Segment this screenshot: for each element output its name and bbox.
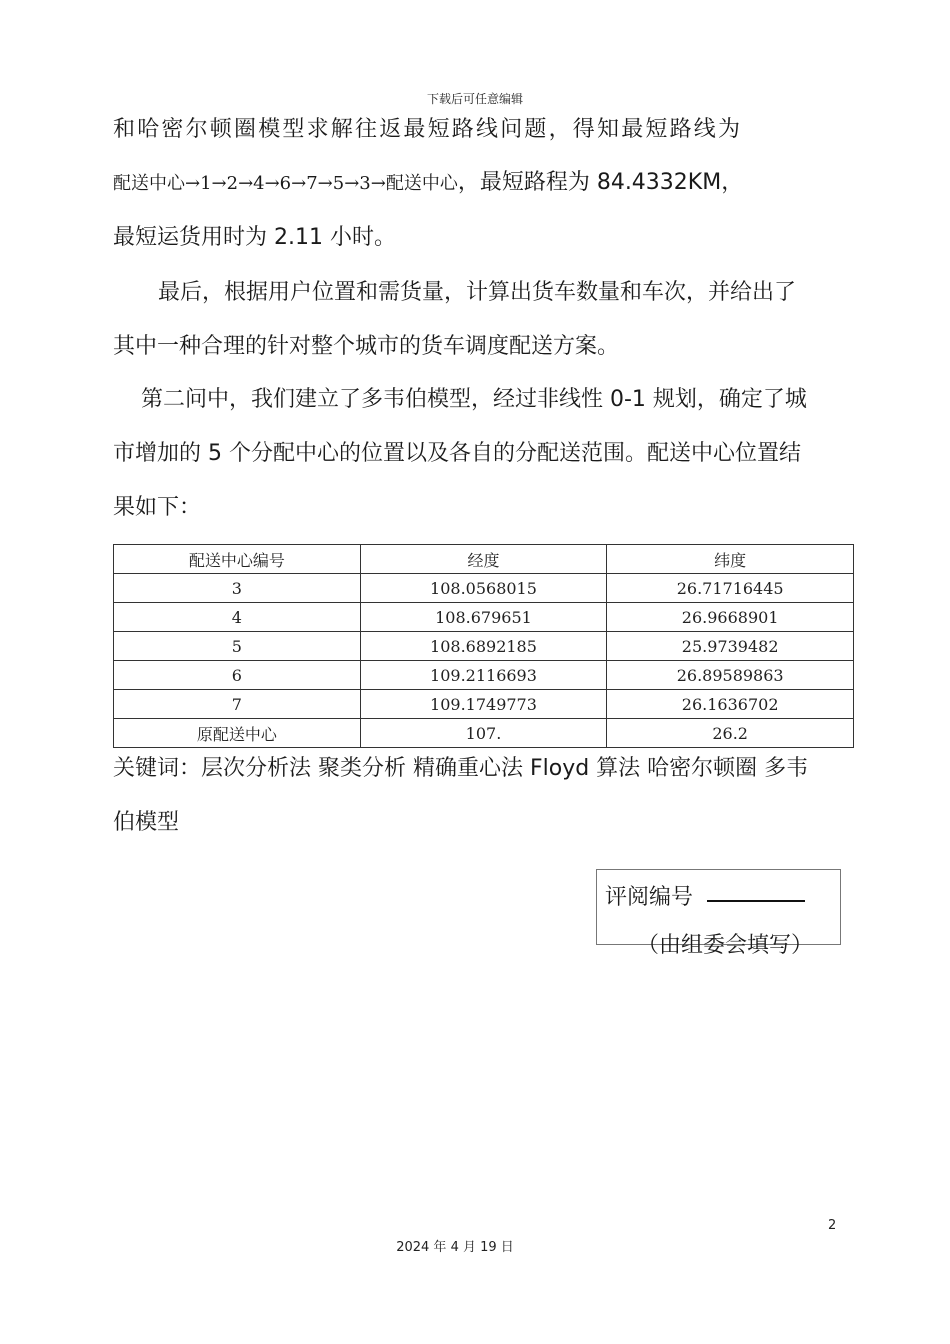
center-location-table bbox=[113, 544, 854, 748]
cell-longitude: 109.2116693 bbox=[360, 661, 607, 690]
footer-date: 2024 年 4 月 19 日 bbox=[396, 1240, 514, 1255]
table-row bbox=[114, 661, 854, 690]
table-row bbox=[114, 690, 854, 719]
cell-latitude: 26.2 bbox=[607, 719, 854, 748]
paragraph-line-5: 其中一种合理的针对整个城市的货车调度配送方案。 bbox=[113, 334, 620, 359]
cell-longitude: 108.0568015 bbox=[360, 574, 607, 603]
paragraph-line-6: 第二问中，我们建立了多韦伯模型，经过非线性 0-1 规划，确定了城 bbox=[141, 387, 807, 412]
route-distance: ，最短路程为 84.4332KM， bbox=[457, 170, 744, 195]
cell-longitude: 109.1749773 bbox=[360, 690, 607, 719]
cell-center-id: 3 bbox=[114, 574, 361, 603]
paragraph-line-7: 市增加的 5 个分配中心的位置以及各自的分配送范围。配送中心位置结 bbox=[113, 441, 801, 466]
cell-latitude: 26.89589863 bbox=[607, 661, 854, 690]
cell-center-id: 6 bbox=[114, 661, 361, 690]
cell-longitude: 108.679651 bbox=[360, 603, 607, 632]
column-header-latitude: 纬度 bbox=[607, 545, 854, 574]
cell-center-id: 7 bbox=[114, 690, 361, 719]
table-row bbox=[114, 574, 854, 603]
review-number-blank bbox=[707, 900, 805, 902]
column-header-longitude: 经度 bbox=[360, 545, 607, 574]
paragraph-line-1: 和哈密尔顿圈模型求解往返最短路线问题，得知最短路线为 bbox=[113, 117, 743, 142]
paragraph-line-8: 果如下： bbox=[113, 495, 202, 520]
cell-latitude: 26.1636702 bbox=[607, 690, 854, 719]
cell-latitude: 26.71716445 bbox=[607, 574, 854, 603]
cell-center-id: 4 bbox=[114, 603, 361, 632]
header-note: 下载后可任意编辑 bbox=[426, 92, 523, 106]
keywords-line-2: 伯模型 bbox=[113, 810, 180, 835]
cell-center-id: 5 bbox=[114, 632, 361, 661]
table-row bbox=[114, 719, 854, 748]
review-note-cut-text: （由组委会填写） bbox=[637, 933, 814, 958]
cell-center-id: 原配送中心 bbox=[114, 719, 361, 748]
paragraph-line-3: 最短运货用时为 2.11 小时。 bbox=[113, 225, 396, 250]
paragraph-line-4: 最后，根据用户位置和需货量，计算出货车数量和车次，并给出了 bbox=[158, 280, 797, 305]
table-header-row bbox=[114, 545, 854, 574]
cell-latitude: 26.9668901 bbox=[607, 603, 854, 632]
keywords-line-1: 关键词：层次分析法 聚类分析 精确重心法 Floyd 算法 哈密尔顿圈 多韦 bbox=[113, 756, 809, 781]
page-number: 2 bbox=[828, 1218, 837, 1233]
route-line bbox=[113, 168, 743, 199]
cell-longitude: 108.6892185 bbox=[360, 632, 607, 661]
column-header-center-id: 配送中心编号 bbox=[114, 545, 361, 574]
cell-latitude: 25.9739482 bbox=[607, 632, 854, 661]
table-row bbox=[114, 632, 854, 661]
route-sequence: 配送中心→1→2→4→6→7→5→3→配送中心 bbox=[113, 173, 458, 194]
cell-longitude: 107. bbox=[360, 719, 607, 748]
table-row bbox=[114, 603, 854, 632]
review-number-box bbox=[596, 869, 841, 958]
review-number-label: 评阅编号 bbox=[605, 885, 694, 910]
